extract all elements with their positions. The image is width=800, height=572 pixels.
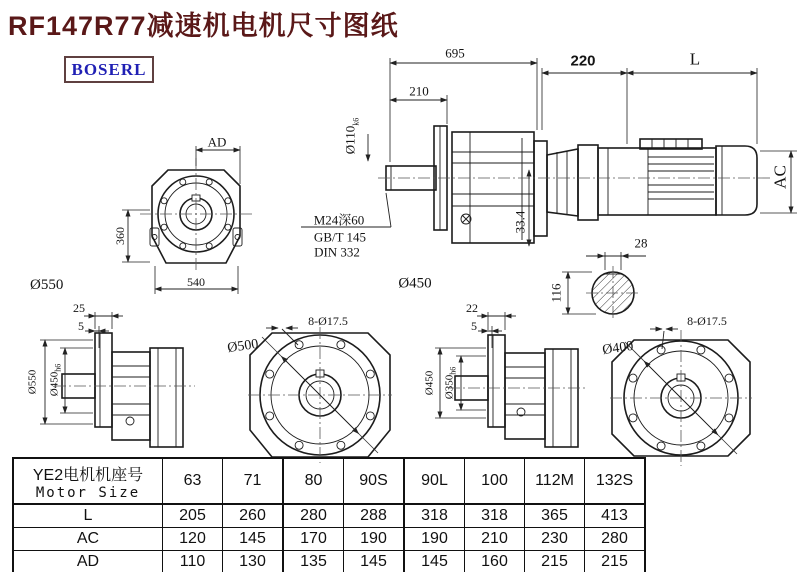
motor-size-table bbox=[12, 457, 646, 572]
table-header-label bbox=[13, 458, 163, 504]
dim-br-bolt-holes: 8-Ø17.5 bbox=[687, 314, 727, 328]
cell: 318 bbox=[465, 504, 525, 528]
dim-AD: AD bbox=[207, 134, 227, 150]
cell: 145 bbox=[404, 551, 465, 572]
table-row-L bbox=[13, 504, 645, 528]
cell: 413 bbox=[585, 504, 646, 528]
dim-height-360: 360 bbox=[113, 227, 127, 245]
dim-flange-diameter-550: Ø550 bbox=[30, 277, 64, 293]
cell: 130 bbox=[223, 551, 284, 572]
cell: 210 bbox=[465, 528, 525, 551]
cell: 365 bbox=[525, 504, 585, 528]
col-header: 80 bbox=[283, 458, 344, 504]
dim-flange-diameter-main: Ø450 bbox=[398, 275, 432, 292]
col-header: 112M bbox=[525, 458, 585, 504]
dim-br-spigot-depth: 5 bbox=[471, 319, 477, 333]
cell: 160 bbox=[465, 551, 525, 572]
cell: 120 bbox=[163, 528, 223, 551]
header-en: Motor Size bbox=[35, 484, 141, 501]
col-header: 132S bbox=[585, 458, 646, 504]
header-zh: YE2电机机座号 bbox=[32, 466, 144, 484]
col-header: 71 bbox=[223, 458, 284, 504]
dim-motor-height-AC: AC bbox=[770, 165, 790, 189]
dim-br-flange-diameter: Ø450 bbox=[423, 370, 436, 396]
dim-br-flange-thickness: 22 bbox=[466, 301, 478, 315]
cell: 318 bbox=[404, 504, 465, 528]
dim-thread-hole: M24深60 bbox=[313, 212, 365, 228]
cell: 280 bbox=[585, 528, 646, 551]
cell: 170 bbox=[283, 528, 344, 551]
dim-motor-length-L: L bbox=[689, 49, 701, 69]
output-side-view-right bbox=[448, 335, 588, 447]
cell: 110 bbox=[163, 551, 223, 572]
dim-shaft-diameter: $Ø110_{k6}$ bbox=[342, 117, 361, 155]
row-label: L bbox=[13, 504, 163, 528]
dim-bl-bolt-circle: Ø500 bbox=[226, 336, 260, 357]
dim-br-spigot-diameter: $Ø350_{h6}$ bbox=[443, 366, 458, 400]
table-header-row bbox=[13, 458, 645, 504]
extension-lines bbox=[40, 58, 797, 424]
cell: 190 bbox=[344, 528, 405, 551]
cell: 205 bbox=[163, 504, 223, 528]
cell: 260 bbox=[223, 504, 284, 528]
table-row-AC bbox=[13, 528, 645, 551]
col-header: 63 bbox=[163, 458, 223, 504]
cell: 135 bbox=[283, 551, 344, 572]
brand-logo: BOSERL bbox=[64, 56, 154, 83]
cell: 215 bbox=[525, 551, 585, 572]
col-header: 90S bbox=[344, 458, 405, 504]
dim-bl-flange-thickness: 25 bbox=[73, 301, 85, 315]
dim-br-bolt-circle: Ø400 bbox=[601, 338, 635, 359]
dim-bl-flange-diameter: Ø550 bbox=[26, 369, 39, 395]
dim-key-depth: 33.4 bbox=[512, 210, 528, 234]
cell: 280 bbox=[283, 504, 344, 528]
cell: 190 bbox=[404, 528, 465, 551]
standard-gb: GB/T 145 bbox=[313, 229, 367, 245]
dim-shaft-length: 210 bbox=[409, 83, 429, 99]
shaft-section-view bbox=[586, 266, 640, 320]
cell: 215 bbox=[585, 551, 646, 572]
cell: 145 bbox=[344, 551, 405, 572]
dim-key-width: 28 bbox=[634, 235, 648, 251]
row-label: AC bbox=[13, 528, 163, 551]
col-header: 100 bbox=[465, 458, 525, 504]
dim-adapter-length: 220 bbox=[570, 52, 596, 70]
page-title: RF147R77减速机电机尺寸图纸 bbox=[8, 11, 399, 41]
dim-overall-length: 695 bbox=[445, 45, 465, 61]
standard-din: DIN 332 bbox=[314, 244, 360, 260]
cell: 230 bbox=[525, 528, 585, 551]
table-row-AD bbox=[13, 551, 645, 572]
gearbox-front-view bbox=[140, 158, 252, 272]
dim-bl-bolt-holes: 8-Ø17.5 bbox=[308, 314, 348, 328]
cell: 288 bbox=[344, 504, 405, 528]
col-header: 90L bbox=[404, 458, 465, 504]
dim-bl-spigot-diameter: $Ø450_{h6}$ bbox=[48, 363, 63, 397]
row-label: AD bbox=[13, 551, 163, 572]
output-side-view-left bbox=[54, 333, 195, 447]
dim-width-540: 540 bbox=[187, 275, 205, 289]
dim-bl-spigot-depth: 5 bbox=[78, 319, 84, 333]
cell: 145 bbox=[223, 528, 284, 551]
dim-shaft-key-height: 116 bbox=[548, 283, 564, 303]
